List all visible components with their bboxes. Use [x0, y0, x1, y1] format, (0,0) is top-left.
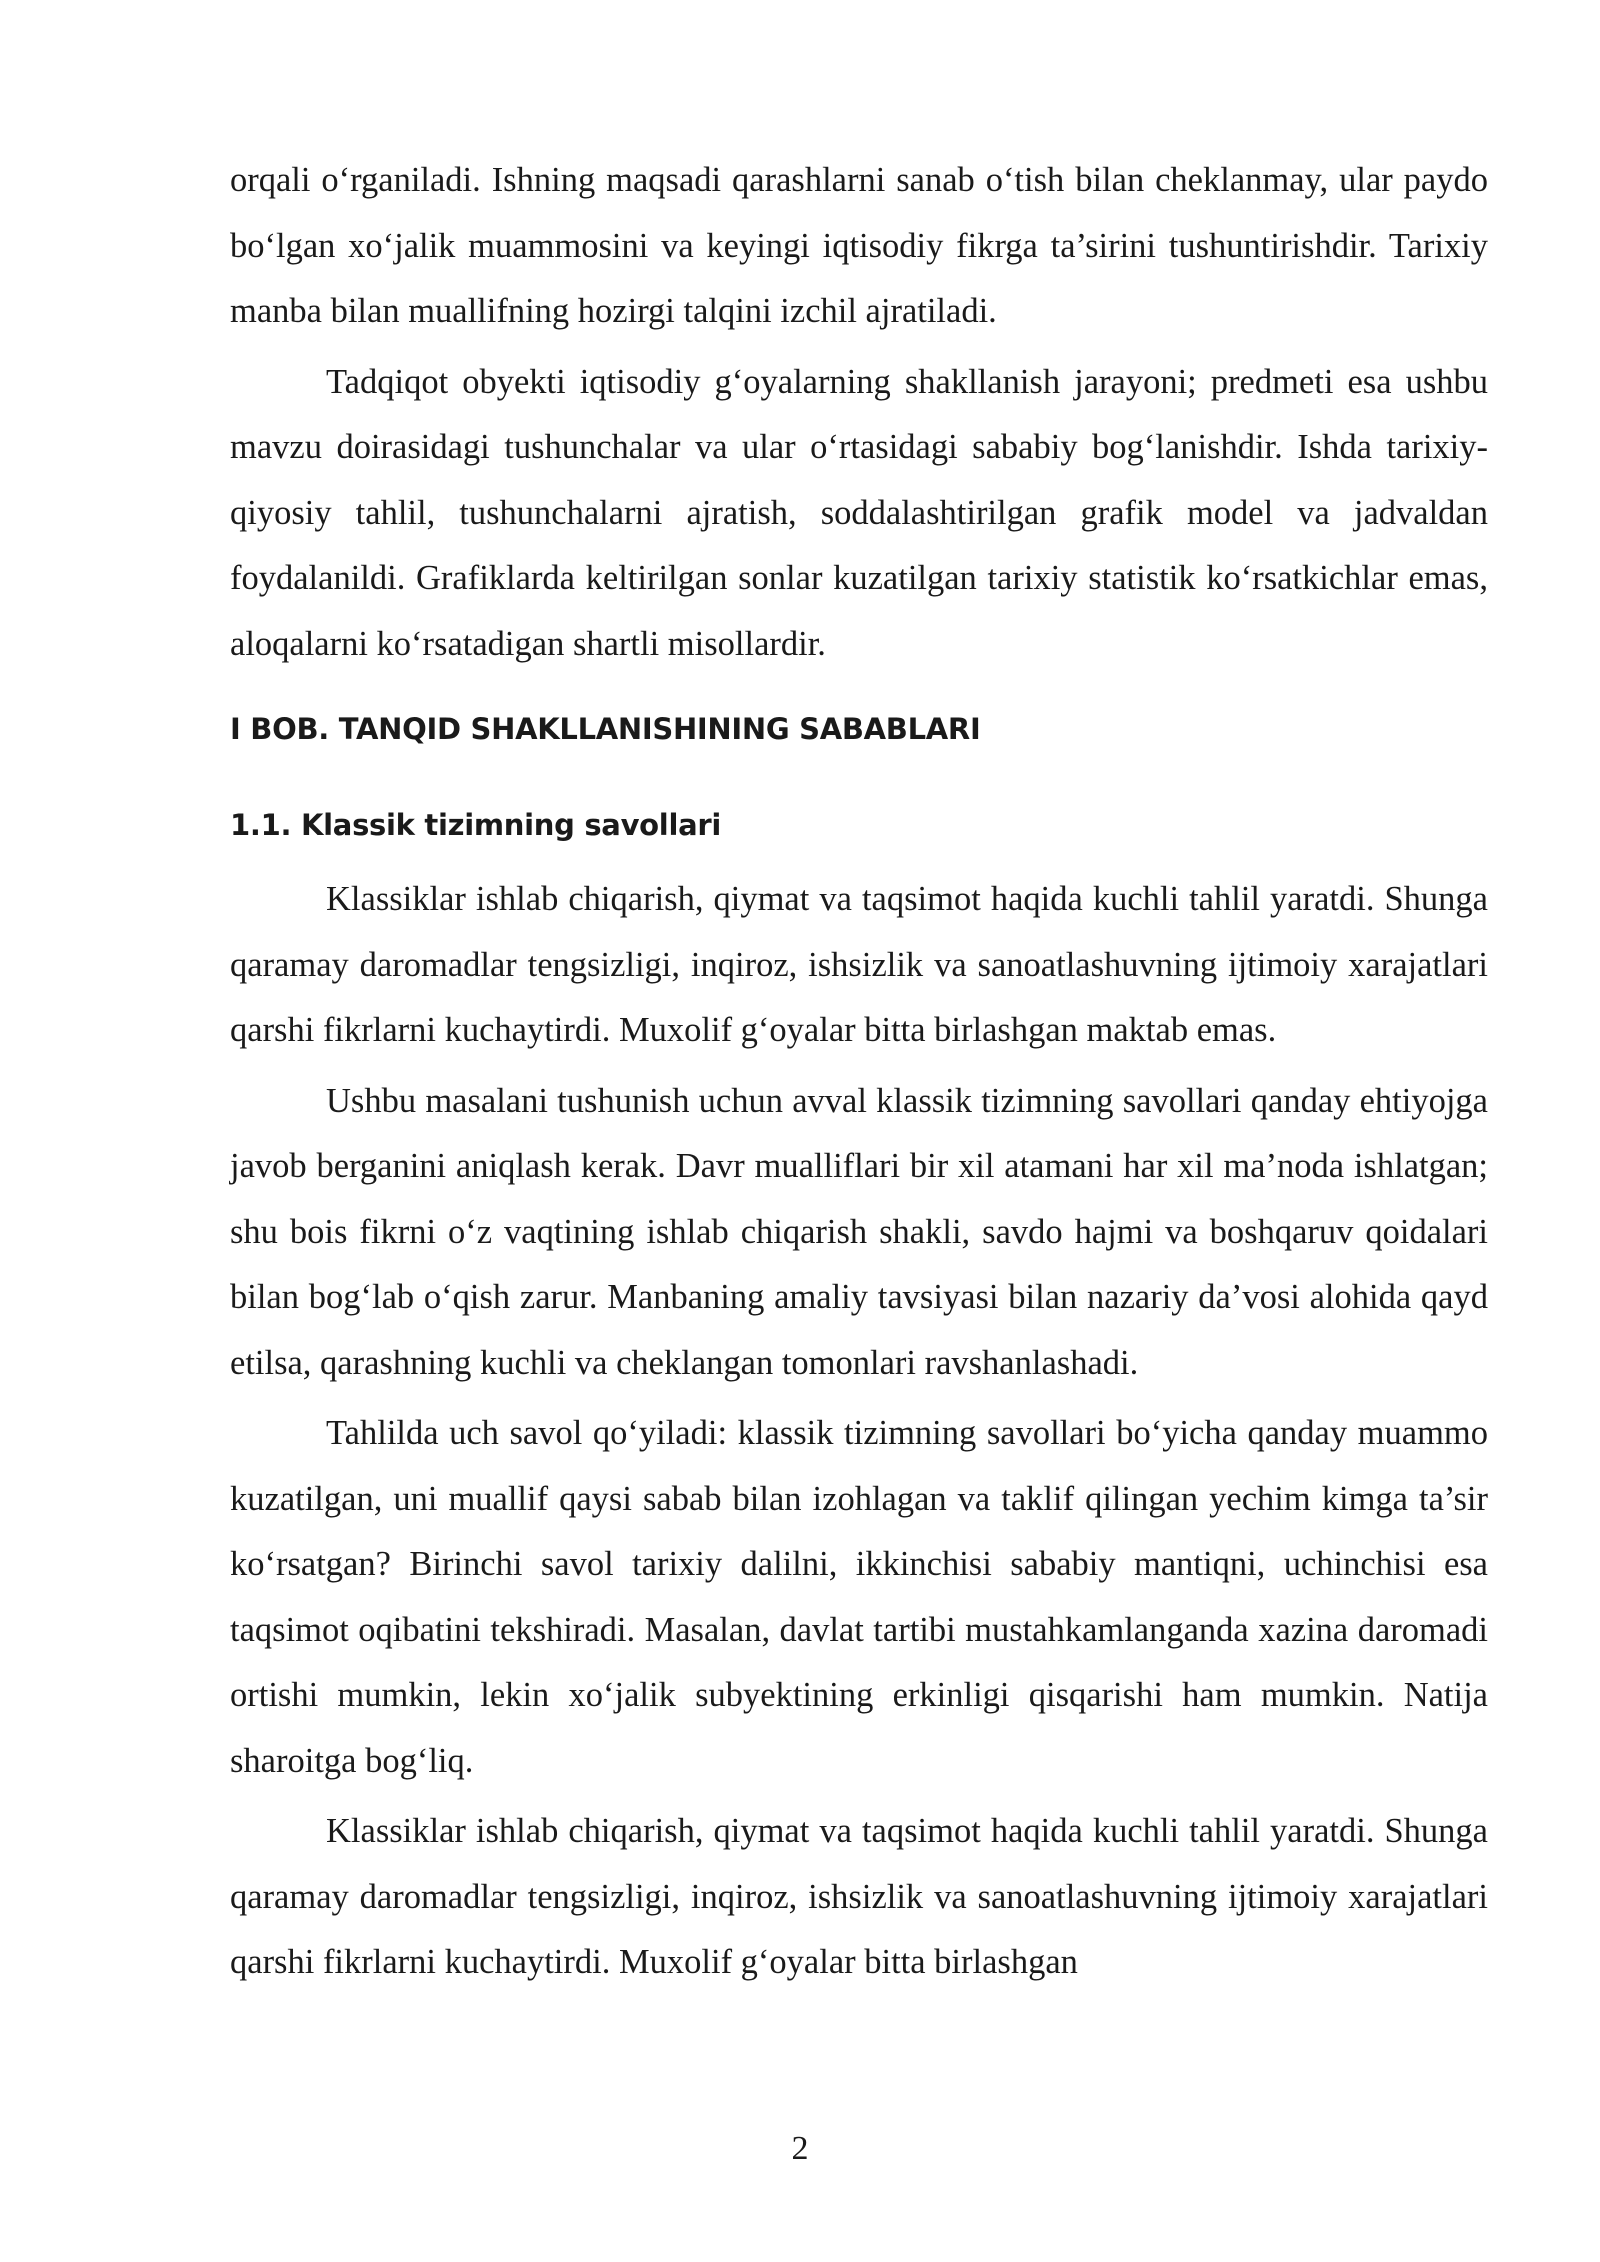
page-content — [230, 148, 1488, 2001]
chapter-heading: I BOB. TANQID SHAKLLANISHINING SABABLARI — [230, 712, 981, 746]
page-number: 2 — [791, 2130, 809, 2167]
paragraph-research-object: Tadqiqot obyekti iqtisodiy g‘oyalarning shakllanish jarayoni; predmeti esa ushbu mavzu doirasidagi tushunchalar va ular o‘rtasidagi sababiy bog‘lanishdir. Ishda tarixiy-qiyosiy tahlil, tushunchalarni ajratish, soddalashtirilgan grafik model va jadvaldan foydalanildi. Grafiklarda keltirilgan sonlar kuzatilgan tarixiy statistik ko‘rsatkichlar emas, aloqalarni ko‘rsatadigan shartli misollardir. — [230, 362, 1488, 663]
section-heading: 1.1. Klassik tizimning savollari — [230, 808, 721, 842]
paragraph-analysis-questions: Tahlilda uch savol qo‘yiladi: klassik tizimning savollari bo‘yicha qanday muammo kuzatilgan, uni muallif qaysi sabab bilan izohlagan va taklif qilingan yechim kimga ta’sir ko‘rsatgan? Birinchi savol tarixiy dalilni, ikkinchisi sababiy mantiqni, uchinchisi esa taqsimot oqibatini tekshiradi. Masalan, davlat tartibi mustahkamlanganda xazina daromadi ortishi mumkin, lekin xo‘jalik subyektining erkinligi qisqarishi ham mumkin. Natija sharoitga bog‘liq. — [230, 1414, 1488, 1780]
paragraph-understanding: Ushbu masalani tushunish uchun avval klassik tizimning savollari qanday ehtiyojga javob berganini aniqlash kerak. Davr mualliflari bir xil atamani har xil ma’noda ishlatgan; shu bois fikrni o‘z vaqtining ishlab chiqarish shakli, savdo hajmi va boshqaruv qoidalari bilan bog‘lab o‘qish zarur. Manbaning amaliy tavsiyasi bilan nazariy da’vosi alohida qayd etilsa, qarashning kuchli va cheklangan tomonlari ravshanlashadi. — [230, 1081, 1488, 1382]
paragraph-classics-repeat: Klassiklar ishlab chiqarish, qiymat va taqsimot haqida kuchli tahlil yaratdi. Shunga qaramay daromadlar tengsizligi, inqiroz, ishsizlik va sanoatlashuvning ijtimoiy xarajatlari qarshi fikrlarni kuchaytirdi. Muxolif g‘oyalar bitta birlashgan — [230, 1812, 1488, 1981]
paragraph-classics: Klassiklar ishlab chiqarish, qiymat va taqsimot haqida kuchli tahlil yaratdi. Shunga qaramay daromadlar tengsizligi, inqiroz, ishsizlik va sanoatlashuvning ijtimoiy xarajatlari qarshi fikrlarni kuchaytirdi. Muxolif g‘oyalar bitta birlashgan maktab emas. — [230, 880, 1488, 1049]
paragraph-intro-continuation: orqali o‘rganiladi. Ishning maqsadi qarashlarni sanab o‘tish bilan cheklanmay, ular paydo bo‘lgan xo‘jalik muammosini va keyingi iqtisodiy fikrga ta’sirini tushuntirishdir. Tarixiy manba bilan muallifning hozirgi talqini izchil ajratiladi. — [230, 161, 1488, 330]
